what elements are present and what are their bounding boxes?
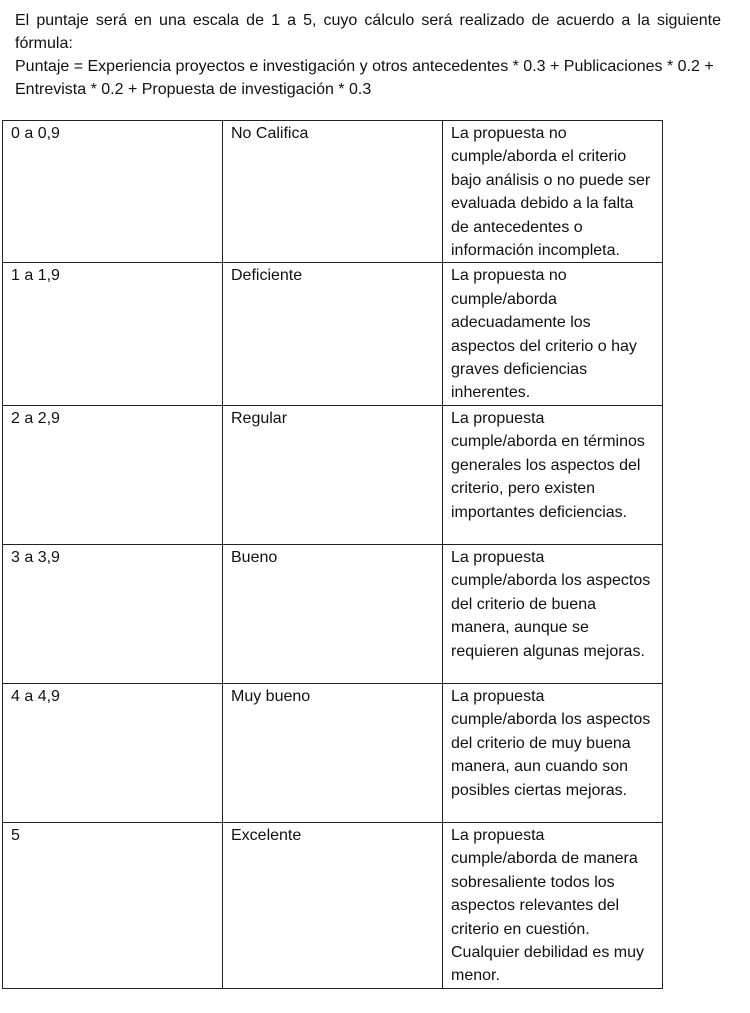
intro-paragraph: El puntaje será en una escala de 1 a 5, cuyo cálculo será realizado de acuerdo a la siguiente fórmula:: [15, 12, 721, 52]
intro-text: [15, 9, 721, 101]
table-row: [3, 822, 663, 988]
score-range-cell: 4 a 4,9: [3, 683, 223, 822]
description-cell: La propuesta cumple/aborda los aspectos del criterio de muy buena manera, aun cuando son posibles ciertas mejoras.: [443, 683, 663, 822]
rating-cell: Bueno: [223, 544, 443, 683]
rating-cell: No Califica: [223, 121, 443, 263]
table-row: [3, 683, 663, 822]
score-range-cell: 0 a 0,9: [3, 121, 223, 263]
description-cell: La propuesta cumple/aborda los aspectos del criterio de buena manera, aunque se requieren algunas mejoras.: [443, 544, 663, 683]
score-range-cell: 3 a 3,9: [3, 544, 223, 683]
description-cell: La propuesta no cumple/aborda adecuadamente los aspectos del criterio o hay graves deficiencias inherentes.: [443, 263, 663, 405]
score-formula: Puntaje = Experiencia proyectos e investigación y otros antecedentes * 0.3 + Publicaciones * 0.2 + Entrevista * 0.2 + Propuesta de investigación * 0.3: [15, 58, 714, 98]
table-row: [3, 263, 663, 405]
description-cell: La propuesta no cumple/aborda el criterio bajo análisis o no puede ser evaluada debido a la falta de antecedentes o información incompleta.: [443, 121, 663, 263]
rating-cell: Deficiente: [223, 263, 443, 405]
table-row: [3, 121, 663, 263]
score-range-cell: 1 a 1,9: [3, 263, 223, 405]
rating-cell: Excelente: [223, 822, 443, 988]
description-cell: La propuesta cumple/aborda en términos generales los aspectos del criterio, pero existen importantes deficiencias.: [443, 405, 663, 544]
score-range-cell: 5: [3, 822, 223, 988]
rating-scale-table: [2, 120, 663, 989]
rating-cell: Muy bueno: [223, 683, 443, 822]
rating-cell: Regular: [223, 405, 443, 544]
score-range-cell: 2 a 2,9: [3, 405, 223, 544]
description-cell: La propuesta cumple/aborda de manera sobresaliente todos los aspectos relevantes del criterio en cuestión. Cualquier debilidad es muy menor.: [443, 822, 663, 988]
table-row: [3, 405, 663, 544]
table-row: [3, 544, 663, 683]
